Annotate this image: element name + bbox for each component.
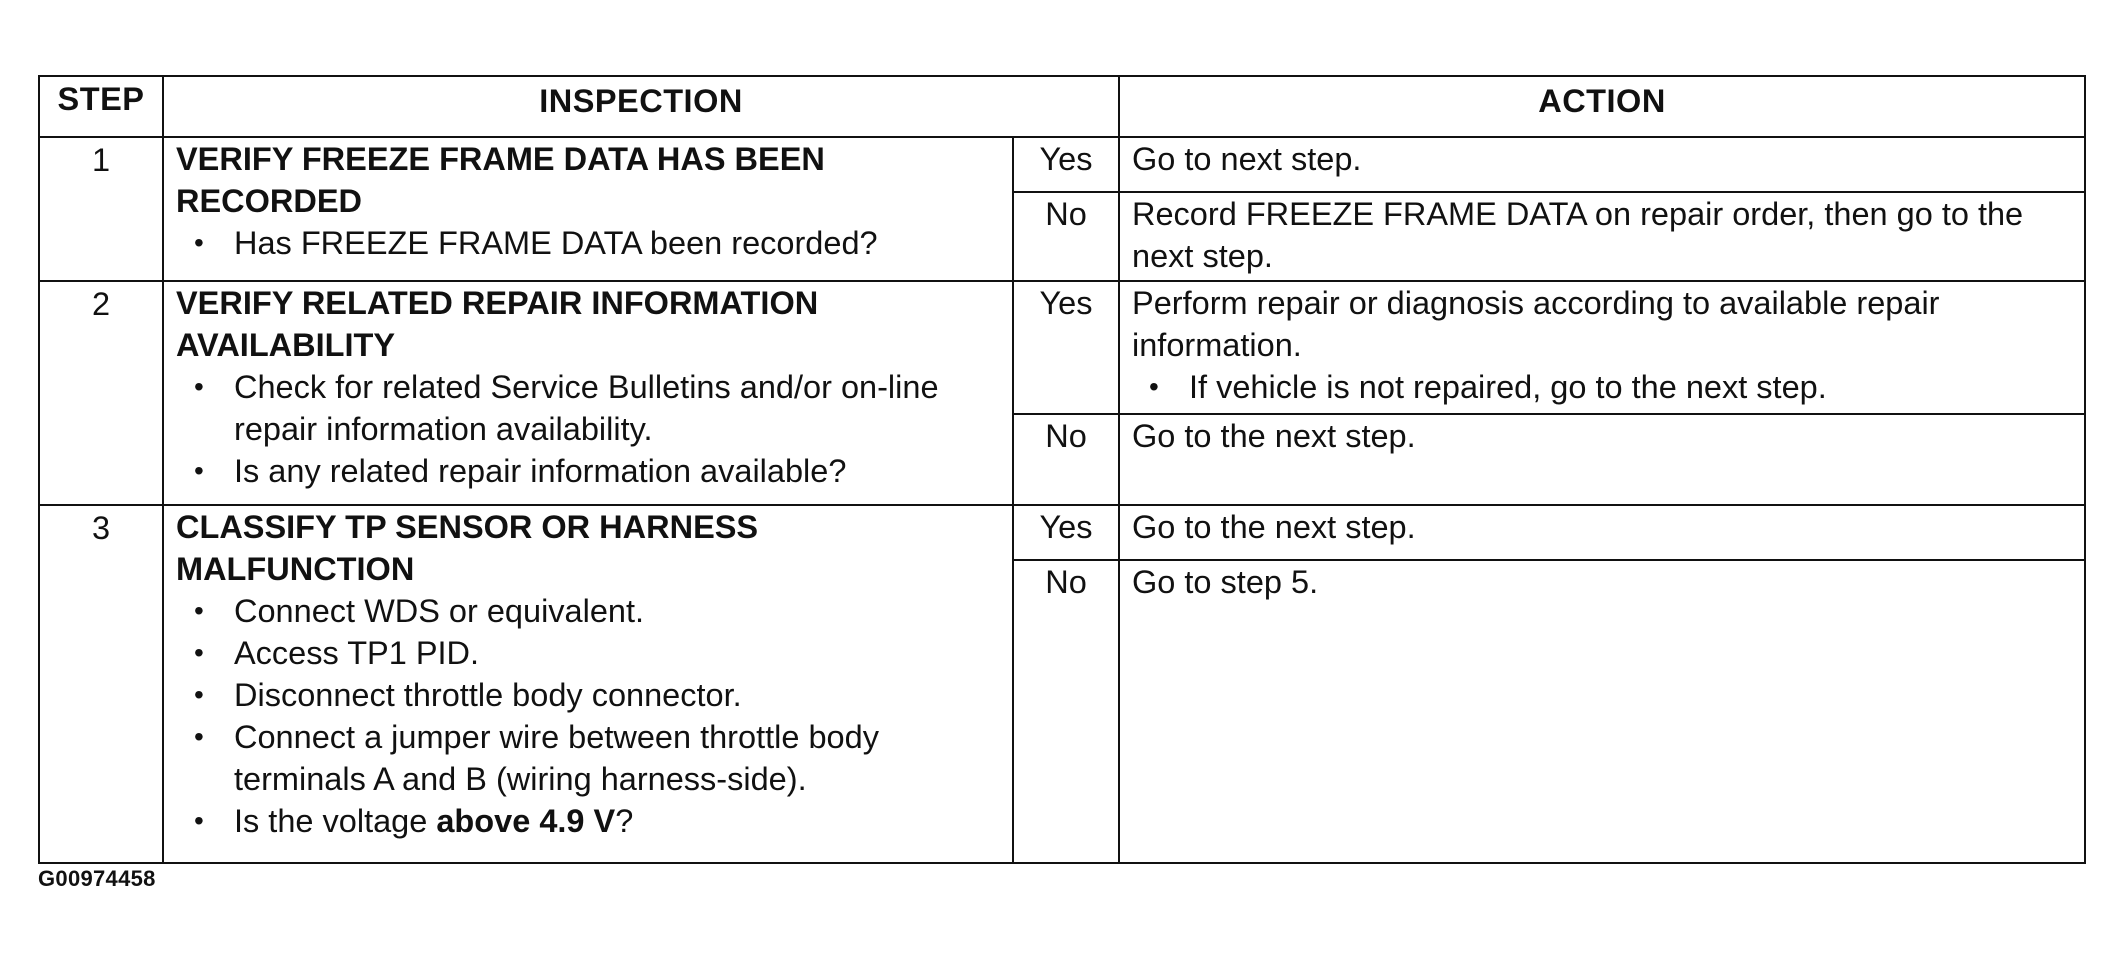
no-action: Go to the next step. bbox=[1119, 414, 2085, 505]
yes-label: Yes bbox=[1013, 137, 1119, 192]
yes-action: Perform repair or diagnosis according to available repair information. bbox=[1132, 285, 1940, 363]
inspection-bullet: • Is any related repair information available? bbox=[234, 450, 992, 492]
yes-action: Go to the next step. bbox=[1119, 505, 2085, 560]
header-inspection: INSPECTION bbox=[163, 76, 1119, 137]
inspection-title: CLASSIFY TP SENSOR OR HARNESS MALFUNCTION bbox=[176, 509, 759, 587]
table-row bbox=[39, 281, 2085, 414]
inspection-bullets bbox=[176, 366, 992, 492]
no-label: No bbox=[1013, 560, 1119, 863]
inspection-bullets bbox=[176, 222, 992, 264]
inspection-title: VERIFY RELATED REPAIR INFORMATION AVAILABILITY bbox=[176, 285, 819, 363]
inspection-title: VERIFY FREEZE FRAME DATA HAS BEEN RECORDED bbox=[176, 141, 825, 219]
step-number: 2 bbox=[39, 281, 163, 505]
table-row bbox=[39, 137, 2085, 192]
inspection-bullet: • Connect a jumper wire between throttle body terminals A and B (wiring harness-side). bbox=[234, 716, 992, 800]
step-number: 3 bbox=[39, 505, 163, 863]
no-action: Go to step 5. bbox=[1119, 560, 2085, 863]
action-bullet: • If vehicle is not repaired, go to the next step. bbox=[1189, 366, 2070, 408]
table-row bbox=[39, 505, 2085, 560]
figure-id: G00974458 bbox=[38, 866, 156, 891]
inspection-cell bbox=[163, 137, 1013, 281]
inspection-cell bbox=[163, 281, 1013, 505]
yes-label: Yes bbox=[1013, 281, 1119, 414]
header-step: STEP bbox=[39, 76, 163, 137]
yes-label: Yes bbox=[1013, 505, 1119, 560]
inspection-bullet: • Connect WDS or equivalent. bbox=[234, 590, 992, 632]
inspection-bullet: • Access TP1 PID. bbox=[234, 632, 992, 674]
header-row bbox=[39, 76, 2085, 137]
voltage-threshold: above 4.9 V bbox=[436, 803, 616, 839]
inspection-bullet: • Is the voltage above 4.9 V? bbox=[234, 800, 992, 842]
yes-action-cell bbox=[1119, 281, 2085, 414]
no-action: Record FREEZE FRAME DATA on repair order, then go to the next step. bbox=[1119, 192, 2085, 281]
header-action: ACTION bbox=[1119, 76, 2085, 137]
step-number: 1 bbox=[39, 137, 163, 281]
no-label: No bbox=[1013, 192, 1119, 281]
inspection-bullet: • Disconnect throttle body connector. bbox=[234, 674, 992, 716]
action-bullets bbox=[1132, 366, 2070, 408]
inspection-cell bbox=[163, 505, 1013, 863]
yes-action: Go to next step. bbox=[1119, 137, 2085, 192]
inspection-bullets bbox=[176, 590, 992, 842]
inspection-bullet: • Has FREEZE FRAME DATA been recorded? bbox=[234, 222, 992, 264]
diagnostic-table bbox=[38, 75, 2086, 864]
no-label: No bbox=[1013, 414, 1119, 505]
inspection-bullet: • Check for related Service Bulletins and/or on-line repair information availability. bbox=[234, 366, 992, 450]
